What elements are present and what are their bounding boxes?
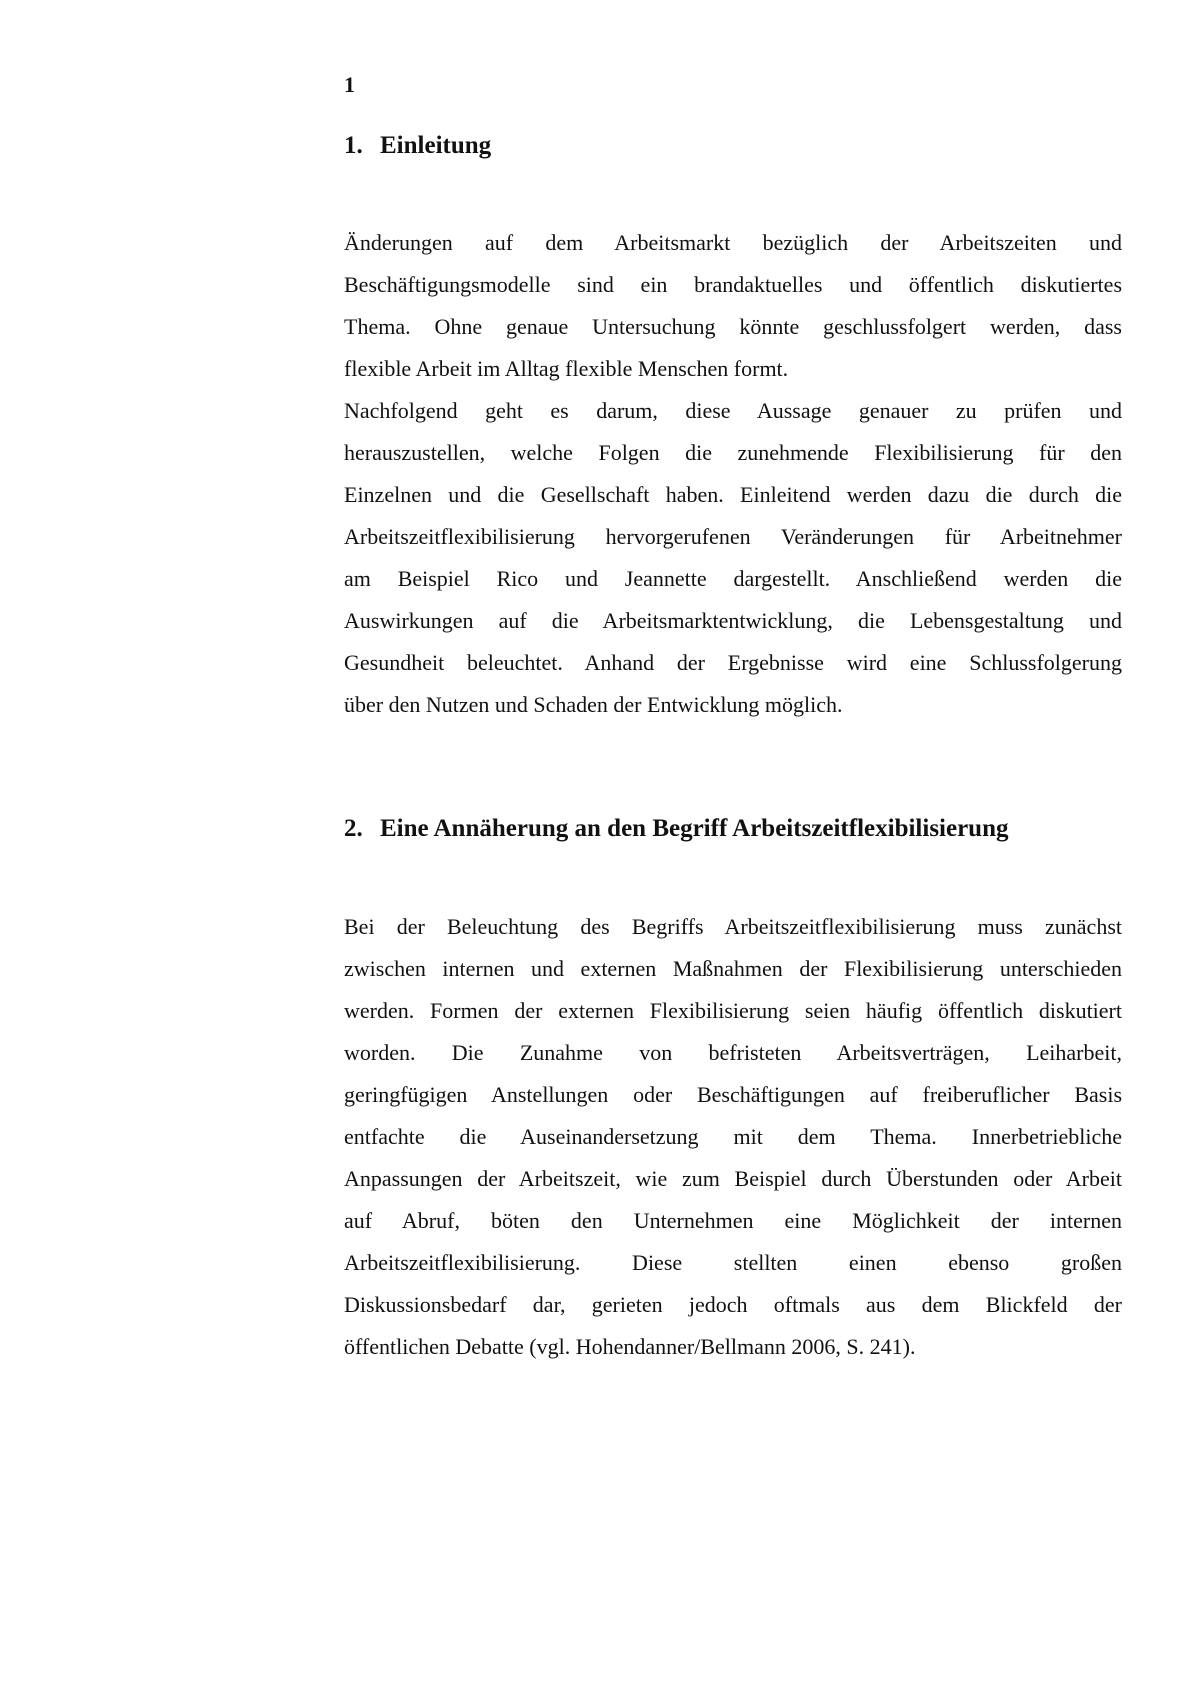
body-line: Gesundheit beleuchtet. Anhand der Ergebnisse wird eine Schlussfolgerung: [344, 650, 1122, 675]
body-line: Nachfolgend geht es darum, diese Aussage genauer zu prüfen und: [344, 398, 1122, 423]
body-line: Arbeitszeitflexibilisierung hervorgerufenen Veränderungen für Arbeitnehmer: [344, 524, 1122, 549]
body-line: Änderungen auf dem Arbeitsmarkt bezüglich der Arbeitszeiten und: [344, 230, 1122, 255]
section-2-body: [344, 906, 1122, 1368]
body-line: entfachte die Auseinandersetzung mit dem Thema. Innerbetriebliche: [344, 1124, 1122, 1149]
body-line: worden. Die Zunahme von befristeten Arbeitsverträgen, Leiharbeit,: [344, 1040, 1122, 1065]
section-1-number: 1.: [344, 132, 363, 159]
body-line: Diskussionsbedarf dar, gerieten jedoch oftmals aus dem Blickfeld der: [344, 1292, 1122, 1317]
section-1-title: Einleitung: [380, 132, 492, 159]
body-line: flexible Arbeit im Alltag flexible Menschen formt.: [344, 356, 789, 381]
body-line: auf Abruf, böten den Unternehmen eine Möglichkeit der internen: [344, 1208, 1122, 1233]
section-1-heading: [344, 132, 491, 160]
body-line: Beschäftigungsmodelle sind ein brandaktuelles und öffentlich diskutiertes: [344, 272, 1122, 297]
section-2-title: Eine Annäherung an den Begriff Arbeitszeitflexibilisierung: [380, 815, 1009, 842]
section-1-body: [344, 222, 1122, 726]
body-line: zwischen internen und externen Maßnahmen der Flexibilisierung unterschieden: [344, 956, 1122, 981]
section-2-heading: [344, 815, 1009, 843]
body-line: Anpassungen der Arbeitszeit, wie zum Beispiel durch Überstunden oder Arbeit: [344, 1166, 1122, 1191]
section-2-number: 2.: [344, 815, 363, 842]
body-line: Auswirkungen auf die Arbeitsmarktentwicklung, die Lebensgestaltung und: [344, 608, 1122, 633]
body-line: am Beispiel Rico und Jeannette dargestellt. Anschließend werden die: [344, 566, 1122, 591]
body-line: Einzelnen und die Gesellschaft haben. Einleitend werden dazu die durch die: [344, 482, 1122, 507]
page-number: 1: [344, 72, 355, 97]
body-line: werden. Formen der externen Flexibilisierung seien häufig öffentlich diskutiert: [344, 998, 1122, 1023]
body-line: Thema. Ohne genaue Untersuchung könnte geschlussfolgert werden, dass: [344, 314, 1122, 339]
body-line: geringfügigen Anstellungen oder Beschäftigungen auf freiberuflicher Basis: [344, 1082, 1122, 1107]
body-line: Arbeitszeitflexibilisierung. Diese stellten einen ebenso großen: [344, 1250, 1122, 1275]
body-line: herauszustellen, welche Folgen die zunehmende Flexibilisierung für den: [344, 440, 1122, 465]
body-line: Bei der Beleuchtung des Begriffs Arbeitszeitflexibilisierung muss zunächst: [344, 914, 1122, 939]
body-line: über den Nutzen und Schaden der Entwicklung möglich.: [344, 692, 843, 717]
body-line: öffentlichen Debatte (vgl. Hohendanner/Bellmann 2006, S. 241).: [344, 1334, 916, 1359]
